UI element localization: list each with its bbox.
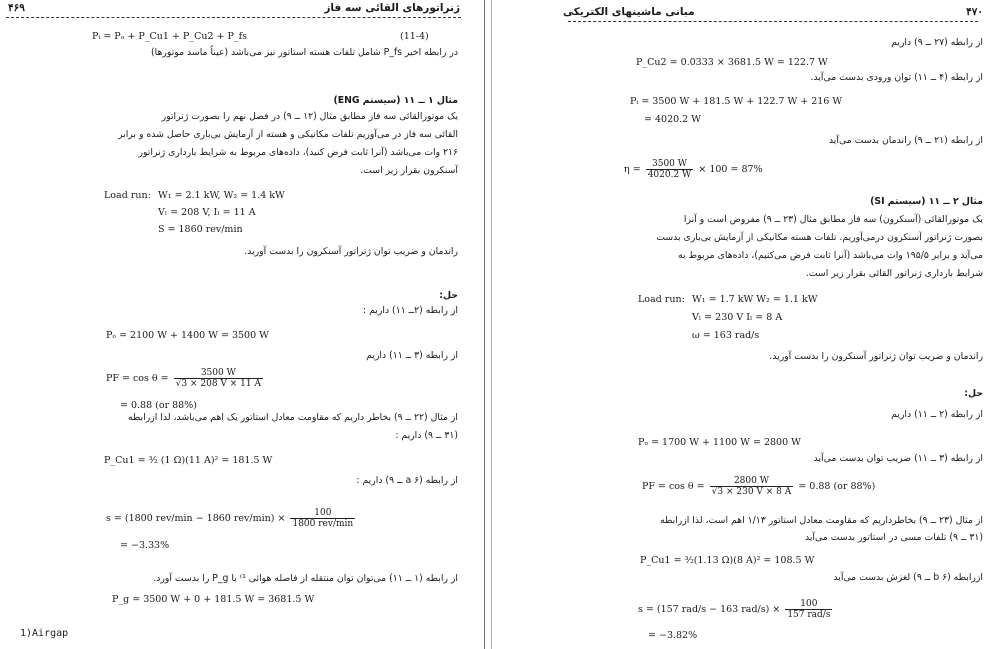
page-number: ۴۷۰: [966, 6, 983, 18]
equation-result: × 100 = 87%: [698, 164, 763, 175]
question: راندمان و ضریب توان ژنراتور آسنکرون را بدست آورید.: [244, 246, 458, 257]
equation-input-power: Pᵢ = Pₒ + P_Cu1 + P_Cu2 + P_fs: [92, 31, 248, 42]
slip-equation: [106, 506, 357, 532]
equation-lhs: η =: [624, 164, 641, 175]
header-rule: [6, 17, 461, 18]
solution-step-text: از رابطه (۶ a ــ ۹) داریم :: [356, 475, 458, 486]
book-gutter: [478, 0, 500, 649]
fraction: [785, 599, 832, 620]
solution-step-text: از مثال (۲۳ ــ ۹) بخاطرداریم که مقاومت معادل استاتور ۱/۱۳ اهم است، لذا ازرابطه: [659, 515, 983, 526]
fraction: [174, 368, 263, 389]
equation-lhs: PF = cos θ =: [642, 481, 705, 492]
fraction-denominator: 157 rad/s: [787, 610, 831, 620]
example-text-line: می‌آید و برابر ۱۹۵/۵ وات می‌باشد (آنرا ثابت فرض می‌کنیم)، داده‌های مربوط به: [678, 250, 983, 261]
power-factor-equation: [642, 474, 875, 500]
left-page: [0, 0, 470, 649]
example-text-line: القائی سه فاز در می‌آوریم تلفات مکانیکی و هسته از آزمایش بی‌باری حاصل شده و برابر: [118, 129, 458, 140]
footnote: 1)Airgap: [20, 628, 69, 639]
equation-result: = 4020.2 W: [644, 114, 702, 125]
slip-equation: [638, 597, 834, 623]
fraction: [290, 508, 355, 529]
gutter-line: [491, 0, 492, 649]
running-header: ژنراتورهای القائی سه فاز: [324, 2, 460, 14]
gutter-line: [484, 0, 485, 649]
load-run-label: Load run:: [638, 294, 685, 305]
solution-step-text: از رابطه (۲۷ ــ ۹) داریم: [891, 37, 983, 48]
load-run-speed: ω = 163 rad/s: [692, 330, 760, 341]
example-text-line: یک موتورالقائی سه فاز مطابق مثال (۱۲ ــ ۹) در فصل نهم را بصورت ژنراتور: [161, 111, 458, 122]
example-text-line: بصورت ژنراتور آسنکرون درمی‌آوریم. تلفات هسته مکانیکی از آزمایش بی‌باری بدست: [656, 232, 983, 243]
example-title: مثال ۱ ــ ۱۱ (سیستم ENG): [333, 95, 458, 106]
power-factor-equation: [106, 366, 265, 392]
fraction: [646, 159, 694, 180]
equation-result: = −3.33%: [120, 540, 170, 551]
equation-result: = 0.88 (or 88%): [120, 400, 197, 411]
solution-step-text: از رابطه (۱ ــ ۱۱) می‌توان توان منتقله از فاصله هوائی ¹⁾ یا P_g را بدست آورد.: [153, 573, 458, 584]
fraction-denominator: √3 × 208 V × 11 A: [175, 379, 261, 389]
load-run-powers: W₁ = 2.1 kW, W₂ = 1.4 kW: [158, 190, 285, 201]
fraction-numerator: 100: [785, 599, 832, 610]
solution-equation: P_Cu1 = ³⁄₂(1.13 Ω)(8 A)² = 108.5 W: [640, 555, 815, 566]
question: راندمان و ضریب توان ژنراتور آسنکرون را بدست آورید.: [769, 351, 983, 362]
solution-step-text: (۳۱ ــ ۹) تلفات مسی در استاتور بدست می‌آید: [804, 532, 983, 543]
load-run-voltage-current: Vₗ = 230 V Iₗ = 8 A: [692, 312, 783, 323]
solution-step-text: از رابطه (۳ ــ ۱۱) ضریب توان بدست می‌آید: [813, 453, 983, 464]
solution-step-text: از رابطه (۴ ــ ۱۱) توان ورودی بدست می‌آید.: [810, 72, 983, 83]
input-power-equation: Pᵢ = 3500 W + 181.5 W + 122.7 W + 216 W: [630, 96, 843, 107]
page-number: ۴۶۹: [8, 2, 25, 14]
equation-result: = −3.82%: [648, 630, 698, 641]
equation-result: = 0.88 (or 88%): [798, 481, 876, 492]
solution-step-text: از مثال (۲۲ ــ ۹) بخاطر داریم که مقاومت معادل استاتور یک اهم می‌باشد، لذا ازرابطه: [127, 412, 458, 423]
solution-step-text: (۳۱ ــ ۹) داریم :: [395, 430, 458, 441]
solution-title: حل:: [964, 388, 983, 399]
equation-label: (11-4): [400, 31, 429, 42]
fraction-numerator: 100: [290, 508, 355, 519]
load-run-powers: W₁ = 1.7 kW W₂ = 1.1 kW: [692, 294, 818, 305]
example-text-line: ۲۱۶ وات می‌باشد (آنرا ثابت فرض کنید)، داده‌های مربوط به شرایط بارداری ژنراتور: [138, 147, 458, 158]
equation-note: در رابطه اخیر P_fs شامل تلفات هسته استاتور نیز می‌باشد (عیناً ماسد موتورها): [151, 47, 458, 58]
solution-step-text: از رابطه (۲۱ ــ ۹) راندمان بدست می‌آید: [828, 135, 983, 146]
solution-equation: P_Cu1 = ³⁄₂ (1 Ω)(11 A)² = 181.5 W: [104, 455, 273, 466]
solution-step-text: از رابطه (۲ــ ۱۱) داریم :: [363, 305, 458, 316]
solution-title: حل:: [439, 290, 458, 301]
solution-step-text: از رابطه (۳ ــ ۱۱) داریم: [366, 350, 458, 361]
header-rule: [568, 21, 978, 22]
solution-equation: P_g = 3500 W + 0 + 181.5 W = 3681.5 W: [112, 594, 315, 605]
efficiency-equation: [624, 157, 763, 183]
example-text-line: شرایط بارداری ژنراتور القائی بقرار زیر است.: [805, 268, 983, 279]
running-header: مبانی ماشینهای الکتریکی: [563, 6, 695, 18]
fraction-numerator: 2800 W: [710, 476, 794, 487]
example-text-line: یک موتورالقائی (آسنکرون) سه فاز مطابق مثال (۲۳ ــ ۹) مفروض است و آنرا: [683, 214, 983, 225]
example-title: مثال ۲ ــ ۱۱ (سیستم SI): [870, 196, 983, 207]
solution-equation: P_Cu2 = 0.0333 × 3681.5 W = 122.7 W: [636, 57, 828, 68]
solution-step-text: از رابطه (۲ ــ ۱۱) داریم: [891, 409, 983, 420]
equation-lhs: s = (157 rad/s − 163 rad/s) ×: [638, 604, 781, 615]
fraction-numerator: 3500 W: [646, 159, 694, 170]
fraction: [710, 476, 794, 497]
example-text-line: آسنکرون بقرار زیر است.: [360, 165, 458, 176]
fraction-denominator: 1800 rev/min: [292, 519, 354, 529]
load-run-speed: S = 1860 rev/min: [158, 224, 243, 235]
fraction-denominator: 4020.2 W: [647, 170, 692, 180]
equation-lhs: s = (1800 rev/min − 1860 rev/min) ×: [106, 513, 286, 524]
solution-step-text: ازرابطه (۶ b ــ ۹) لغزش بدست می‌آید: [833, 572, 983, 583]
solution-equation: Pₒ = 2100 W + 1400 W = 3500 W: [106, 330, 269, 341]
fraction-numerator: 3500 W: [174, 368, 263, 379]
solution-equation: Pₒ = 1700 W + 1100 W = 2800 W: [638, 437, 801, 448]
fraction-denominator: √3 × 230 V × 8 A: [711, 487, 792, 497]
load-run-voltage-current: Vₗ = 208 V, Iₗ = 11 A: [158, 207, 256, 218]
load-run-label: Load run:: [104, 190, 151, 201]
equation-lhs: PF = cos θ =: [106, 373, 169, 384]
right-page: [508, 0, 995, 649]
